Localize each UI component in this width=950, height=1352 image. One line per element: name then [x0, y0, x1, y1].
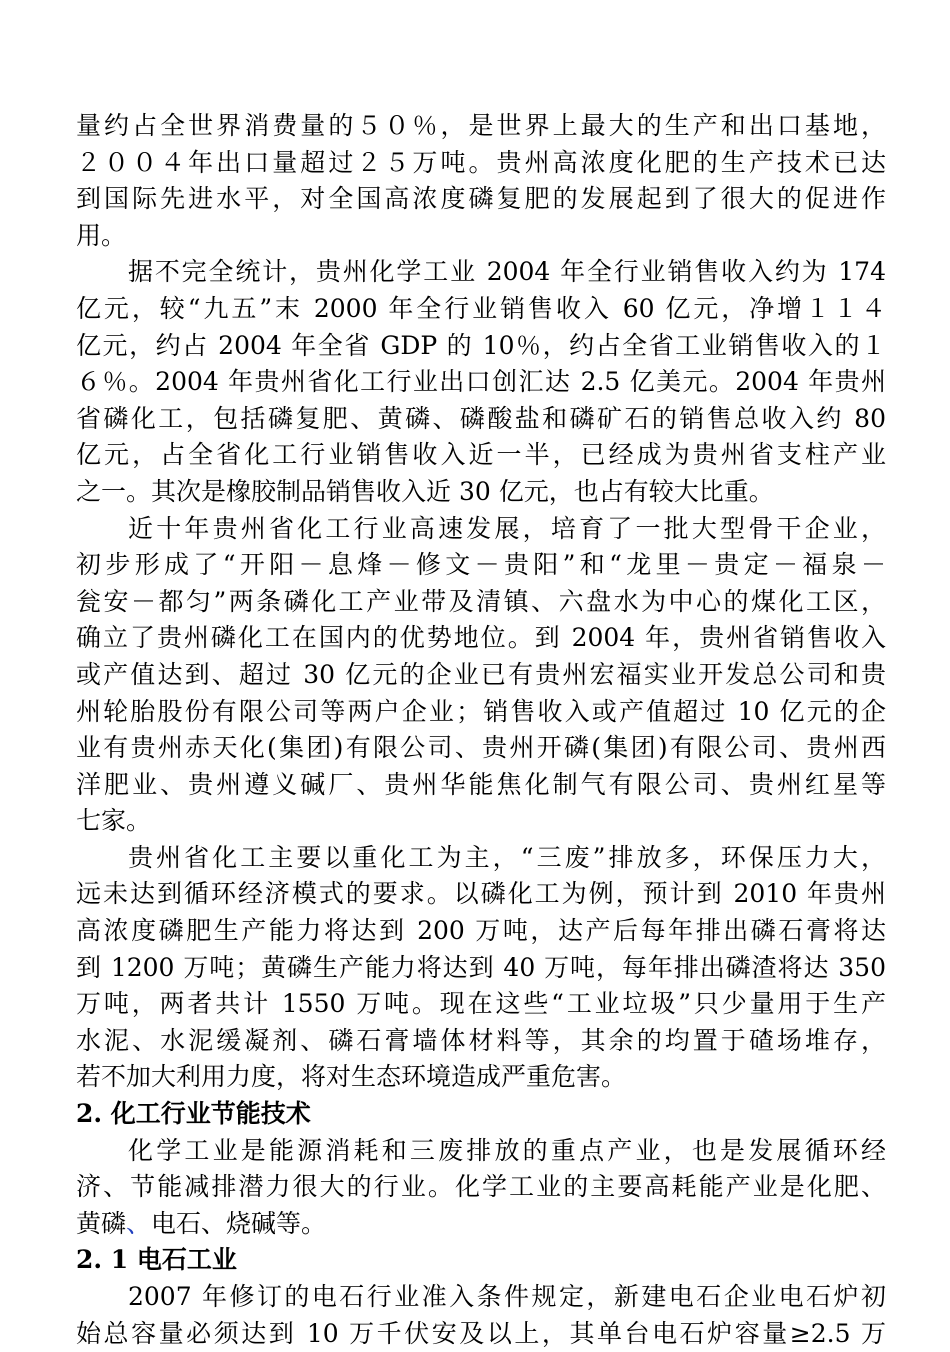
text-line: 量约占全世界消费量的５０％，是世界上最大的生产和出口基地， — [76, 111, 886, 140]
text-span-blue: 、 — [126, 1208, 152, 1238]
text-line: 济、节能减排潜力很大的行业。化学工业的主要高耗能产业是化肥、 — [76, 1172, 886, 1202]
text-line: 2007 年修订的电石行业准入条件规定，新建电石企业电石炉初 — [128, 1282, 886, 1311]
text-line: 水泥、水泥缓凝剂、磷石膏墙体材料等，其余的均置于碴场堆存， — [76, 1025, 886, 1055]
text-line: 到国际先进水平，对全国高浓度磷复肥的发展起到了很大的促进作 — [76, 184, 886, 214]
subsection-heading: 2. 1 电石工业 — [76, 1245, 237, 1275]
text-line: 用。 — [76, 220, 127, 250]
text-line: 确立了贵州磷化工在国内的优势地位。到 2004 年，贵州省销售收入 — [76, 623, 886, 653]
text-line: 州轮胎股份有限公司等两户企业；销售收入或产值超过 10 亿元的企 — [76, 696, 886, 726]
text-line: 亿元，占全省化工行业销售收入近一半，已经成为贵州省支柱产业 — [76, 440, 886, 470]
text-line: 省磷化工，包括磷复肥、黄磷、磷酸盐和磷矿石的销售总收入约 80 — [76, 403, 886, 433]
text-line: 亿元，约占 2004 年全省 GDP 的 10％，约占全省工业销售收入的１ — [76, 330, 886, 360]
text-line: 业有贵州赤天化(集团)有限公司、贵州开磷(集团)有限公司、贵州西 — [76, 733, 886, 763]
text-line: 始总容量必须达到 10 万千伏安及以上，其单台电石炉容量≥2.5 万 — [76, 1318, 886, 1348]
text-line: 远未达到循环经济模式的要求。以磷化工为例，预计到 2010 年贵州 — [76, 879, 886, 909]
text-span: 电石、烧碱等。 — [151, 1208, 327, 1238]
paragraph-4 — [76, 840, 886, 1096]
text-line: 到 1200 万吨；黄磷生产能力将达到 40 万吨，每年排出磷渣将达 350 — [76, 952, 886, 982]
text-line: ６％。2004 年贵州省化工行业出口创汇达 2.5 亿美元。2004 年贵州 — [76, 367, 886, 397]
text-span: 黄磷 — [76, 1208, 127, 1238]
text-line: 据不完全统计，贵州化学工业 2004 年全行业销售收入约为 174 — [128, 257, 886, 287]
text-line: 亿元，较“九五”末 2000 年全行业销售收入 60 亿元，净增１１４ — [76, 293, 886, 323]
text-line: 洋肥业、贵州遵义碱厂、贵州华能焦化制气有限公司、贵州红星等 — [76, 769, 886, 799]
text-line: ２００４年出口量超过２５万吨。贵州高浓度化肥的生产技术已达 — [76, 147, 886, 177]
text-line: 之一。其次是橡胶制品销售收入近 30 亿元，也占有较大比重。 — [76, 476, 774, 506]
document-page — [76, 108, 886, 1352]
text-line: 七家。 — [76, 806, 152, 836]
text-line: 若不加大利用力度，将对生态环境造成严重危害。 — [76, 1062, 627, 1092]
text-line: 贵州省化工主要以重化工为主，“三废”排放多，环保压力大， — [128, 842, 886, 872]
text-line: 近十年贵州省化工行业高速发展，培育了一批大型骨干企业， — [128, 513, 886, 543]
text-line: 瓮安－都匀”两条磷化工产业带及清镇、六盘水为中心的煤化工区， — [76, 586, 886, 616]
text-line: 化学工业是能源消耗和三废排放的重点产业，也是发展循环经 — [128, 1135, 886, 1165]
paragraph-3 — [76, 511, 886, 840]
text-line: 万吨，两者共计 1550 万吨。现在这些“工业垃圾”只少量用于生产 — [76, 989, 886, 1019]
paragraph-2 — [76, 254, 886, 510]
text-line: 高浓度磷肥生产能力将达到 200 万吨，达产后每年排出磷石膏将达 — [76, 916, 886, 946]
paragraph-1 — [76, 108, 886, 254]
paragraph-5 — [76, 1133, 886, 1243]
text-line: 初步形成了“开阳－息烽－修文－贵阳”和“龙里－贵定－福泉－ — [76, 550, 886, 580]
section-heading: 2. 化工行业节能技术 — [76, 1099, 311, 1129]
text-line — [76, 1206, 886, 1243]
text-line: 或产值达到、超过 30 亿元的企业已有贵州宏福实业开发总公司和贵 — [76, 659, 886, 689]
